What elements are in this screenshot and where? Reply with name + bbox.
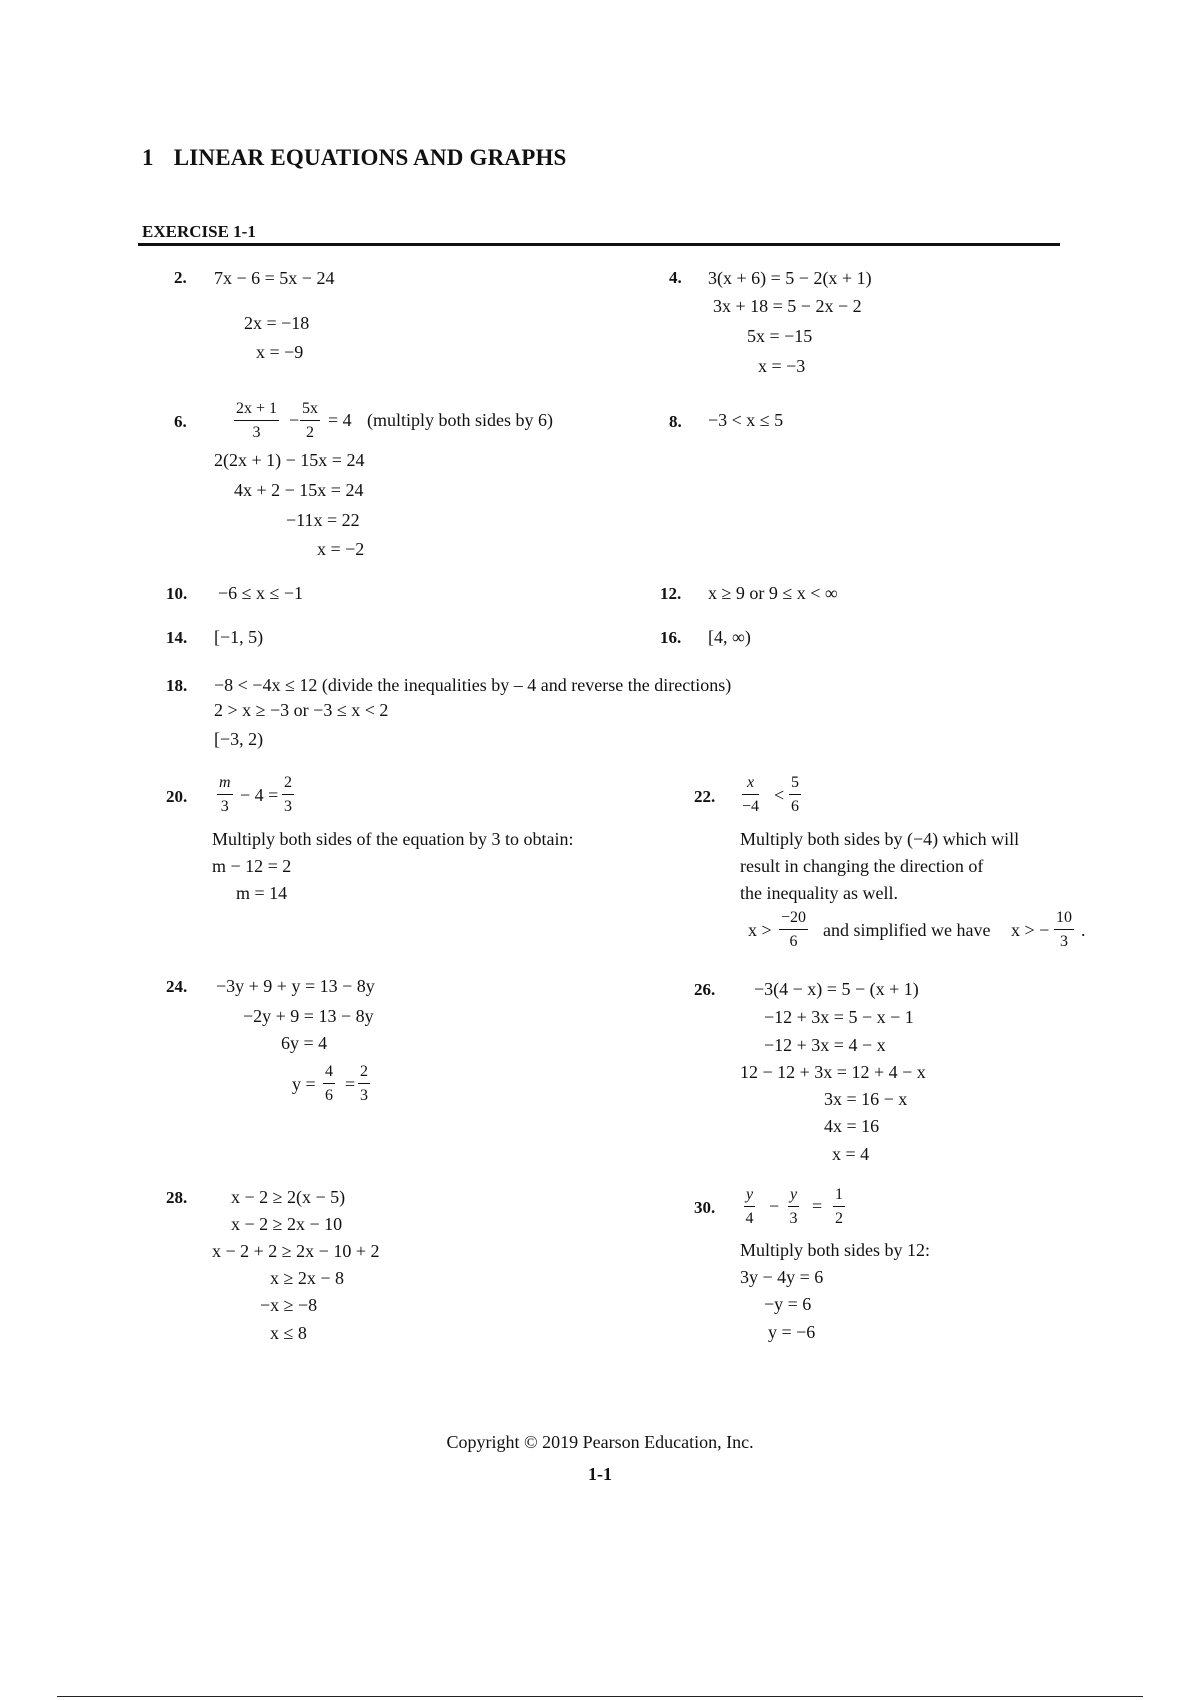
problem-6-line: −11x = 22 bbox=[286, 510, 360, 530]
numerator: 2 bbox=[358, 1064, 370, 1084]
problem-12-number: 12. bbox=[660, 584, 682, 603]
problem-6-number: 6. bbox=[174, 412, 187, 431]
denominator: 2 bbox=[306, 424, 314, 441]
problem-4-line: 5x = −15 bbox=[747, 326, 813, 346]
problem-20-fraction bbox=[282, 775, 294, 815]
problem-12-line: x ≥ 9 or 9 ≤ x < ∞ bbox=[708, 583, 838, 603]
numerator-var: x bbox=[746, 774, 755, 791]
problem-26-line: x = 4 bbox=[832, 1144, 870, 1164]
numerator-var: m bbox=[219, 774, 231, 791]
problem-2-number: 2. bbox=[174, 268, 187, 287]
numerator: 10 bbox=[1054, 910, 1074, 930]
numerator: 5x bbox=[300, 401, 320, 421]
exercise-heading: EXERCISE 1-1 bbox=[142, 222, 256, 241]
denominator: −4 bbox=[742, 798, 760, 815]
problem-24-line: −3y + 9 + y = 13 − 8y bbox=[216, 976, 375, 996]
problem-8-number: 8. bbox=[669, 412, 682, 431]
bottom-rule bbox=[57, 1696, 1143, 1697]
problem-20-mid: − 4 = bbox=[240, 785, 279, 805]
problem-6-minus: − bbox=[289, 410, 300, 430]
problem-30-fraction bbox=[833, 1187, 845, 1227]
denominator: 2 bbox=[835, 1210, 843, 1227]
problem-6-note: (multiply both sides by 6) bbox=[367, 410, 553, 430]
problem-26-line: −12 + 3x = 5 − x − 1 bbox=[764, 1007, 914, 1027]
problem-24-eq: = bbox=[345, 1074, 356, 1094]
problem-30-line: y = −6 bbox=[768, 1322, 816, 1342]
numerator: 2 bbox=[282, 775, 294, 795]
problem-22-result-fraction bbox=[1054, 910, 1074, 950]
problem-24-fraction bbox=[323, 1064, 335, 1104]
problem-24-y-eq: y = bbox=[292, 1074, 316, 1094]
problem-22-result-fraction bbox=[779, 910, 808, 950]
problem-22-fraction bbox=[789, 775, 801, 815]
problem-26-line: 4x = 16 bbox=[824, 1116, 880, 1136]
problem-28-line: −x ≥ −8 bbox=[260, 1295, 318, 1315]
problem-30-eq: = bbox=[812, 1196, 823, 1216]
problem-30-line: −y = 6 bbox=[764, 1294, 812, 1314]
copyright-notice: Copyright © 2019 Pearson Education, Inc. bbox=[446, 1432, 754, 1452]
problem-20-line: m = 14 bbox=[236, 883, 288, 903]
denominator: 3 bbox=[789, 1210, 798, 1227]
problem-16-line: [4, ∞) bbox=[708, 627, 751, 647]
problem-10-number: 10. bbox=[166, 584, 188, 603]
problem-30-number: 30. bbox=[694, 1198, 716, 1217]
problem-24-line: 6y = 4 bbox=[281, 1033, 328, 1053]
problem-28-line: x − 2 + 2 ≥ 2x − 10 + 2 bbox=[212, 1241, 380, 1261]
problem-26-line: −12 + 3x = 4 − x bbox=[764, 1035, 886, 1055]
problem-26-line: 3x = 16 − x bbox=[824, 1089, 908, 1109]
problem-22-result-c: x > − bbox=[1011, 920, 1050, 940]
problem-28-line: x − 2 ≥ 2(x − 5) bbox=[231, 1187, 346, 1207]
problem-6-fraction bbox=[300, 401, 320, 441]
problem-28-line: x ≤ 8 bbox=[270, 1323, 307, 1343]
problem-2-line: 7x − 6 = 5x − 24 bbox=[214, 268, 335, 288]
problem-26-line: −3(4 − x) = 5 − (x + 1) bbox=[754, 979, 919, 999]
problem-26-line: 12 − 12 + 3x = 12 + 4 − x bbox=[740, 1062, 926, 1082]
problem-20-fraction bbox=[217, 775, 233, 815]
problem-30-line: Multiply both sides by 12: bbox=[740, 1240, 931, 1260]
problem-14-number: 14. bbox=[166, 628, 188, 647]
denominator: 6 bbox=[789, 933, 798, 950]
problem-30-fraction bbox=[744, 1187, 755, 1227]
problem-30-line: 3y − 4y = 6 bbox=[740, 1267, 824, 1287]
problem-6-eq: = 4 bbox=[328, 410, 352, 430]
problem-18-number: 18. bbox=[166, 676, 188, 695]
numerator: 5 bbox=[789, 775, 801, 795]
problem-4-number: 4. bbox=[669, 268, 682, 287]
numerator bbox=[788, 1187, 799, 1207]
chapter-title-text: LINEAR EQUATIONS AND GRAPHS bbox=[173, 145, 567, 170]
problem-6-fraction bbox=[234, 401, 279, 441]
header-rule bbox=[138, 243, 1060, 246]
problem-6-line: 2(2x + 1) − 15x = 24 bbox=[214, 450, 365, 470]
problem-2-line: x = −9 bbox=[256, 342, 304, 362]
problem-8-line: −3 < x ≤ 5 bbox=[708, 410, 784, 430]
problem-28-line: x − 2 ≥ 2x − 10 bbox=[231, 1214, 343, 1234]
problem-20-line: m − 12 = 2 bbox=[212, 856, 292, 876]
problem-24-line: −2y + 9 = 13 − 8y bbox=[243, 1006, 374, 1026]
chapter-title bbox=[142, 145, 567, 171]
problem-24-fraction bbox=[358, 1064, 370, 1104]
problem-4-line: x = −3 bbox=[758, 356, 806, 376]
problem-20-number: 20. bbox=[166, 787, 188, 806]
problem-4-line: 3x + 18 = 5 − 2x − 2 bbox=[713, 296, 862, 316]
problem-26-number: 26. bbox=[694, 980, 716, 999]
problem-24-number: 24. bbox=[166, 977, 188, 996]
problem-18-line: 2 > x ≥ −3 or −3 ≤ x < 2 bbox=[214, 700, 389, 720]
problem-18-line: [−3, 2) bbox=[214, 729, 264, 749]
problem-18-line: −8 < −4x ≤ 12 (divide the inequalities by – 4 and reverse the directions) bbox=[214, 675, 732, 695]
problem-22-result-a: x > bbox=[748, 920, 772, 940]
denominator: 6 bbox=[325, 1087, 333, 1104]
numerator: 2x + 1 bbox=[234, 401, 279, 421]
problem-30-minus: − bbox=[769, 1196, 780, 1216]
problem-22-number: 22. bbox=[694, 787, 716, 806]
numerator: 1 bbox=[833, 1187, 845, 1207]
problem-20-line: Multiply both sides of the equation by 3 to obtain: bbox=[212, 829, 574, 849]
problem-6-line: x = −2 bbox=[317, 539, 365, 559]
denominator: 6 bbox=[791, 798, 799, 815]
numerator bbox=[742, 775, 759, 795]
problem-22-line: result in changing the direction of bbox=[740, 856, 984, 876]
numerator: 4 bbox=[323, 1064, 335, 1084]
numerator bbox=[744, 1187, 755, 1207]
problem-22-line: the inequality as well. bbox=[740, 883, 898, 903]
denominator: 3 bbox=[220, 798, 229, 815]
problem-22-line: Multiply both sides by (−4) which will bbox=[740, 829, 1020, 849]
problem-2-line: 2x = −18 bbox=[244, 313, 310, 333]
denominator: 3 bbox=[252, 424, 261, 441]
numerator-var: y bbox=[746, 1186, 754, 1203]
problem-6-line: 4x + 2 − 15x = 24 bbox=[234, 480, 364, 500]
numerator: −20 bbox=[779, 910, 808, 930]
problem-22-result-end: . bbox=[1081, 920, 1086, 940]
denominator: 3 bbox=[284, 798, 292, 815]
problem-30-fraction bbox=[788, 1187, 799, 1227]
problem-16-number: 16. bbox=[660, 628, 682, 647]
problem-28-line: x ≥ 2x − 8 bbox=[270, 1268, 345, 1288]
denominator: 4 bbox=[745, 1210, 754, 1227]
problem-22-result-b: and simplified we have bbox=[823, 920, 991, 940]
problem-28-number: 28. bbox=[166, 1188, 188, 1207]
numerator-var: y bbox=[790, 1186, 798, 1203]
denominator: 3 bbox=[1060, 933, 1068, 950]
problem-22-lt: < bbox=[774, 785, 785, 805]
problem-14-line: [−1, 5) bbox=[214, 627, 264, 647]
problem-22-fraction bbox=[742, 775, 759, 815]
problem-4-line: 3(x + 6) = 5 − 2(x + 1) bbox=[708, 268, 872, 288]
denominator: 3 bbox=[360, 1087, 368, 1104]
page-number: 1-1 bbox=[588, 1464, 612, 1484]
chapter-number: 1 bbox=[142, 145, 154, 170]
numerator bbox=[217, 775, 233, 795]
problem-10-line: −6 ≤ x ≤ −1 bbox=[218, 583, 304, 603]
